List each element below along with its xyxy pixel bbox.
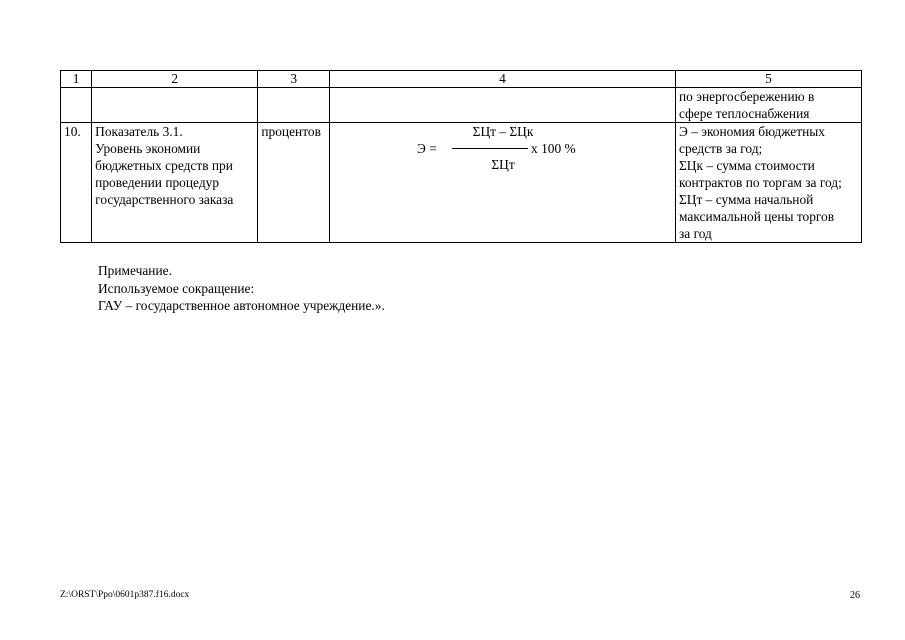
file-path: Z:\ORST\Ppo\0601p387.f16.docx xyxy=(60,590,190,600)
row-number: 10. xyxy=(61,123,92,243)
continuation-notes-cell xyxy=(676,88,862,123)
table-header-row xyxy=(61,71,862,88)
note-line: ΣЦт – сумма начальной xyxy=(679,192,814,207)
note-line: по энергосбережению в xyxy=(679,89,815,104)
empty-cell xyxy=(61,88,92,123)
formula-numerator: ΣЦт – ΣЦк xyxy=(472,124,534,139)
note-line: средств за год; xyxy=(679,141,763,156)
abbreviation-heading: Используемое сокращение: xyxy=(98,280,255,296)
note-line: максимальной цены торгов xyxy=(679,209,835,224)
note-line: за год xyxy=(679,226,712,241)
footnote-block xyxy=(98,262,385,315)
fraction-bar xyxy=(452,148,528,149)
indicator-line: Уровень экономии xyxy=(95,141,201,156)
header-col-4: 4 xyxy=(330,71,676,88)
indicators-table xyxy=(60,70,862,243)
note-line: сфере теплоснабжения xyxy=(679,106,810,121)
formula-denominator: ΣЦт xyxy=(491,157,515,172)
header-col-5: 5 xyxy=(676,71,862,88)
empty-cell xyxy=(330,88,676,123)
empty-cell xyxy=(258,88,330,123)
table-row-10 xyxy=(61,123,862,243)
formula-lhs: Э = xyxy=(417,141,437,156)
indicator-line: бюджетных средств при xyxy=(95,158,233,173)
note-line: Э – экономия бюджетных xyxy=(679,124,825,139)
savings-formula xyxy=(333,123,673,175)
note-line: контрактов по торгам за год; xyxy=(679,175,842,190)
header-col-3: 3 xyxy=(258,71,330,88)
indicator-line: Показатель 3.1. xyxy=(95,124,183,139)
note-line: ΣЦк – сумма стоимости xyxy=(679,158,815,173)
abbreviation-text: ГАУ – государственное автономное учреждение.». xyxy=(98,298,385,313)
indicator-line: государственного заказа xyxy=(95,192,234,207)
header-col-2: 2 xyxy=(92,71,258,88)
formula-rhs: х 100 % xyxy=(531,141,576,156)
note-title: Примечание. xyxy=(98,263,172,278)
empty-cell xyxy=(92,88,258,123)
table-row-continuation xyxy=(61,88,862,123)
page-number: 26 xyxy=(850,590,860,601)
indicator-line: проведении процедур xyxy=(95,175,220,190)
header-col-1: 1 xyxy=(61,71,92,88)
notes-cell xyxy=(676,123,862,243)
unit-cell: процентов xyxy=(258,123,330,243)
indicator-cell xyxy=(92,123,258,243)
formula-cell xyxy=(330,123,676,243)
